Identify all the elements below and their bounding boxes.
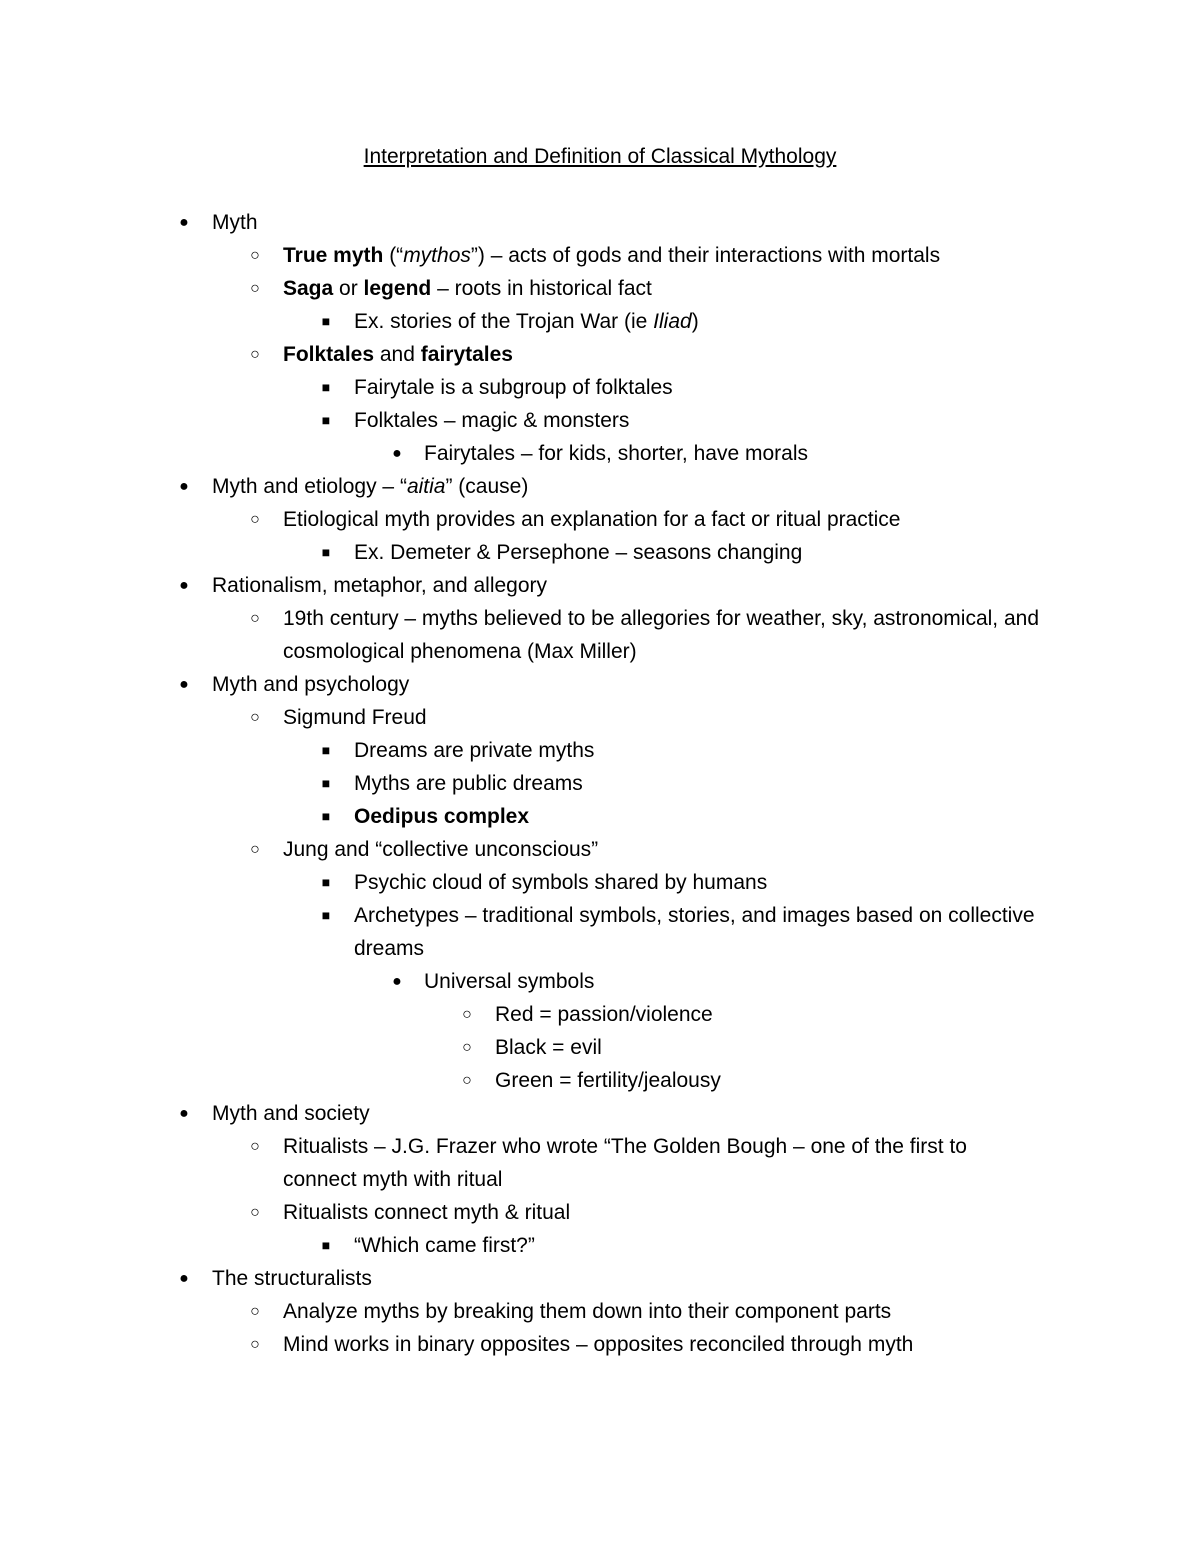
list-item-text (212, 668, 1200, 701)
list-item-text (424, 965, 1200, 998)
square-bullet-icon: ■ (321, 907, 331, 923)
text-run: Fairytales – for kids, shorter, have morals (424, 442, 808, 465)
text-run: 19th century – myths believed to be allegories for weather, sky, astronomical, and cosmological phenomena (Max Miller) (283, 607, 1040, 663)
text-run: Etiological myth provides an explanation for a fact or ritual practice (283, 508, 901, 531)
list-item-text (354, 371, 1054, 404)
circle-bullet-icon: ○ (250, 511, 260, 528)
list-item-text (354, 404, 1054, 437)
list-item (0, 1064, 1200, 1097)
circle-bullet-icon: ○ (462, 1072, 472, 1089)
list-item-text (354, 536, 1054, 569)
list-item (0, 1031, 1200, 1064)
text-run: Folktales – magic & monsters (354, 409, 630, 432)
text-run: Folktales (283, 343, 375, 366)
square-bullet-icon: ■ (321, 775, 331, 791)
list-item-text (495, 1064, 1200, 1097)
square-bullet-icon: ■ (321, 1237, 331, 1253)
text-run: legend (363, 277, 432, 300)
text-run: Psychic cloud of symbols shared by humans (354, 871, 768, 894)
circle-bullet-icon: ○ (250, 247, 260, 264)
text-run: mythos (403, 244, 471, 267)
text-run: Ritualists – J.G. Frazer who wrote “The Golden Bough – one of the first to connect myth with ritual (283, 1135, 967, 1191)
list-item (0, 602, 1200, 668)
list-item-text (283, 602, 1043, 668)
circle-bullet-icon: ○ (250, 1204, 260, 1221)
list-item-text (354, 800, 1054, 833)
text-run: (“ (383, 244, 404, 267)
text-run: Analyze myths by breaking them down into their component parts (283, 1300, 892, 1323)
list-item-text (283, 833, 1043, 866)
list-item-text (283, 1196, 1043, 1229)
text-run: Archetypes – traditional symbols, stories, and images based on collective dreams (354, 904, 1035, 960)
list-item-text (495, 1031, 1200, 1064)
list-item (0, 437, 1200, 470)
text-run: Myth and society (212, 1102, 370, 1125)
text-run: “Which came first?” (354, 1234, 535, 1257)
list-item (0, 965, 1200, 998)
list-item-text (283, 1328, 1043, 1361)
list-item (0, 404, 1200, 437)
text-run: Oedipus complex (354, 805, 530, 828)
list-item (0, 1196, 1200, 1229)
list-item-text (212, 470, 1200, 503)
list-item (0, 503, 1200, 536)
list-item (0, 668, 1200, 701)
text-run: Red = passion/violence (495, 1003, 713, 1026)
list-item-text (212, 1262, 1200, 1295)
disc-bullet-icon: ● (179, 1270, 189, 1287)
list-item (0, 470, 1200, 503)
list-item-text (212, 206, 1200, 239)
text-run: Rationalism, metaphor, and allegory (212, 574, 548, 597)
text-run: Mind works in binary opposites – opposites reconciled through myth (283, 1333, 914, 1356)
text-run: Ex. stories of the Trojan War (ie (354, 310, 654, 333)
list-item (0, 998, 1200, 1031)
square-bullet-icon: ■ (321, 544, 331, 560)
list-item-text (354, 1229, 1054, 1262)
list-item (0, 206, 1200, 239)
disc-bullet-icon: ● (179, 214, 189, 231)
text-run: Iliad (653, 310, 692, 333)
list-item (0, 701, 1200, 734)
list-item-text (212, 1097, 1200, 1130)
text-run: Jung and “collective unconscious” (283, 838, 599, 861)
circle-bullet-icon: ○ (250, 1336, 260, 1353)
list-item-text (212, 569, 1200, 602)
text-run: Myth and etiology – “ (212, 475, 407, 498)
text-run: Ex. Demeter & Persephone – seasons changing (354, 541, 803, 564)
text-run: Ritualists connect myth & ritual (283, 1201, 571, 1224)
disc-bullet-icon: ● (179, 577, 189, 594)
list-item-text (495, 998, 1200, 1031)
list-item-text (283, 503, 1043, 536)
text-run: ) (691, 310, 699, 333)
square-bullet-icon: ■ (321, 412, 331, 428)
text-run: ” (cause) (445, 475, 529, 498)
list-item-text (354, 899, 1054, 965)
list-item (0, 734, 1200, 767)
list-item-text (354, 866, 1054, 899)
text-run: Saga (283, 277, 334, 300)
list-item-text (424, 437, 1200, 470)
square-bullet-icon: ■ (321, 808, 331, 824)
disc-bullet-icon: ● (179, 676, 189, 693)
text-run: Green = fertility/jealousy (495, 1069, 721, 1092)
text-run: Myth (212, 211, 258, 234)
circle-bullet-icon: ○ (250, 1138, 260, 1155)
text-run: and (374, 343, 421, 366)
list-item (0, 569, 1200, 602)
circle-bullet-icon: ○ (250, 610, 260, 627)
circle-bullet-icon: ○ (250, 280, 260, 297)
list-item (0, 833, 1200, 866)
text-run: – roots in historical fact (431, 277, 652, 300)
list-item (0, 767, 1200, 800)
text-run: Fairytale is a subgroup of folktales (354, 376, 673, 399)
circle-bullet-icon: ○ (250, 841, 260, 858)
list-item (0, 338, 1200, 371)
list-item (0, 1295, 1200, 1328)
disc-bullet-icon: ● (179, 1105, 189, 1122)
list-item (0, 1229, 1200, 1262)
square-bullet-icon: ■ (321, 742, 331, 758)
square-bullet-icon: ■ (321, 313, 331, 329)
text-run: fairytales (420, 343, 513, 366)
list-item (0, 305, 1200, 338)
list-item (0, 272, 1200, 305)
list-item (0, 536, 1200, 569)
list-item-text (354, 734, 1054, 767)
bullet-outline (0, 206, 1200, 1361)
circle-bullet-icon: ○ (250, 346, 260, 363)
text-run: ”) – acts of gods and their interactions with mortals (470, 244, 941, 267)
list-item (0, 866, 1200, 899)
list-item-text (354, 767, 1054, 800)
circle-bullet-icon: ○ (462, 1039, 472, 1056)
list-item (0, 899, 1200, 965)
text-run: True myth (283, 244, 384, 267)
text-run: Myths are public dreams (354, 772, 583, 795)
text-run: Universal symbols (424, 970, 595, 993)
list-item (0, 1097, 1200, 1130)
text-run: aitia (406, 475, 446, 498)
list-item-text (283, 272, 1043, 305)
square-bullet-icon: ■ (321, 874, 331, 890)
disc-bullet-icon: ● (179, 478, 189, 495)
text-run: Black = evil (495, 1036, 602, 1059)
list-item (0, 371, 1200, 404)
list-item-text (283, 1130, 1043, 1196)
text-run: Dreams are private myths (354, 739, 595, 762)
list-item (0, 800, 1200, 833)
list-item-text (283, 701, 1043, 734)
list-item (0, 1328, 1200, 1361)
list-item-text (283, 338, 1043, 371)
circle-bullet-icon: ○ (462, 1006, 472, 1023)
list-item-text (354, 305, 1054, 338)
disc-bullet-icon: ● (392, 973, 402, 990)
text-run: Sigmund Freud (283, 706, 427, 729)
list-item (0, 1130, 1200, 1196)
list-item (0, 1262, 1200, 1295)
text-run: or (333, 277, 364, 300)
text-run: Myth and psychology (212, 673, 410, 696)
square-bullet-icon: ■ (321, 379, 331, 395)
circle-bullet-icon: ○ (250, 1303, 260, 1320)
text-run: The structuralists (212, 1267, 372, 1290)
circle-bullet-icon: ○ (250, 709, 260, 726)
list-item-text (283, 1295, 1043, 1328)
list-item (0, 239, 1200, 272)
disc-bullet-icon: ● (392, 445, 402, 462)
list-item-text (283, 239, 1043, 272)
page-title: Interpretation and Definition of Classical Mythology (363, 145, 837, 168)
